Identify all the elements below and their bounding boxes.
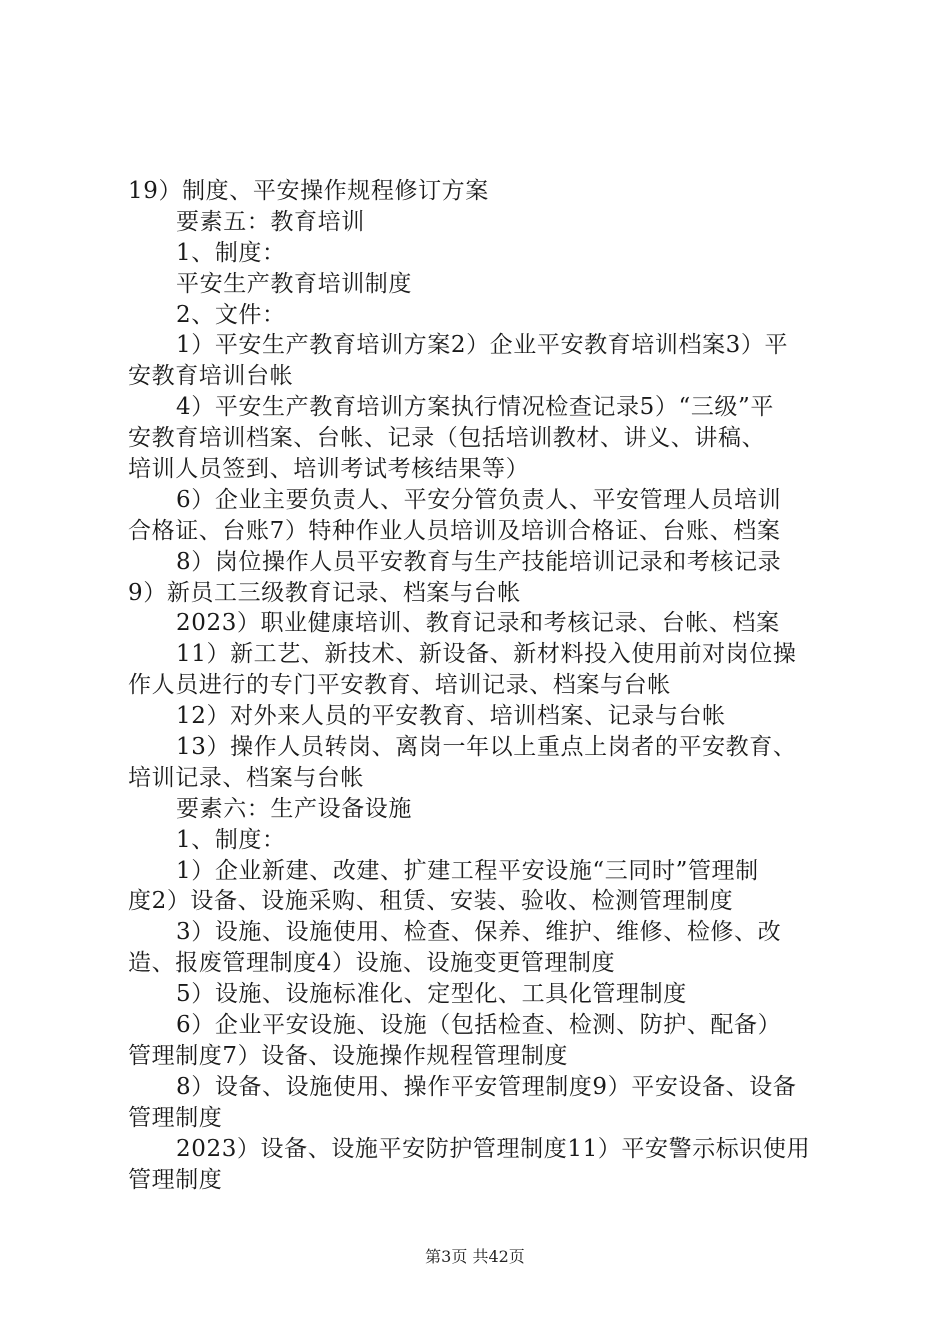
text-line: 13）操作人员转岗、离岗一年以上重点上岗者的平安教育、 [176,734,797,761]
text-line: 管理制度7）设备、设施操作规程管理制度 [128,1042,569,1069]
text-line: 3）设施、设施使用、检查、保养、维护、维修、检修、改 [176,919,782,946]
text-line: 管理制度 [128,1104,223,1131]
text-line: 1）企业新建、改建、扩建工程平安设施“三同时”管理制 [176,857,759,884]
section-heading: 要素五：教育培训 [176,208,365,235]
text-line: 9）新员工三级教育记录、档案与台帐 [128,579,521,606]
section-heading: 要素六：生产设备设施 [176,795,412,822]
text-line: 管理制度 [128,1166,223,1193]
text-line: 4）平安生产教育培训方案执行情况检查记录5）“三级”平 [176,394,774,421]
text-line: 安教育培训台帐 [128,363,294,390]
text-line: 1、制度： [176,239,286,266]
text-line: 合格证、台账7）特种作业人员培训及培训合格证、台账、档案 [128,517,781,544]
text-line: 5）设施、设施标准化、定型化、工具化管理制度 [176,981,687,1008]
document-body [128,176,834,1195]
text-line: 平安生产教育培训制度 [176,270,412,297]
page-number-footer: 第3页 共42页 [425,1247,525,1266]
text-line: 度2）设备、设施采购、租赁、安装、验收、检测管理制度 [128,888,734,915]
text-line: 2023）职业健康培训、教育记录和考核记录、台帐、档案 [176,610,780,637]
text-line: 6）企业主要负责人、平安分管负责人、平安管理人员培训 [176,486,782,513]
text-line: 安教育培训档案、台帐、记录（包括培训教材、讲义、讲稿、 [128,425,766,452]
text-line: 1、制度： [176,826,286,853]
text-line: 培训人员签到、培训考试考核结果等） [128,456,530,483]
text-line: 11）新工艺、新技术、新设备、新材料投入使用前对岗位操 [176,641,797,668]
text-line: 8）设备、设施使用、操作平安管理制度9）平安设备、设备 [176,1073,797,1100]
text-line: 2023）设备、设施平安防护管理制度11）平安警示标识使用 [176,1135,811,1162]
text-line: 12）对外来人员的平安教育、培训档案、记录与台帐 [176,703,726,730]
text-line: 培训记录、档案与台帐 [128,764,364,791]
text-line: 作人员进行的专门平安教育、培训记录、档案与台帐 [128,672,671,699]
text-line: 8）岗位操作人员平安教育与生产技能培训记录和考核记录 [176,548,782,575]
text-line: 造、报废管理制度4）设施、设施变更管理制度 [128,950,616,977]
text-line: 19）制度、平安操作规程修订方案 [128,178,489,204]
text-line: 6）企业平安设施、设施（包括检查、检测、防护、配备） [176,1012,782,1039]
text-line: 2、文件： [176,301,286,328]
text-line: 1）平安生产教育培训方案2）企业平安教育培训档案3）平 [176,332,789,359]
